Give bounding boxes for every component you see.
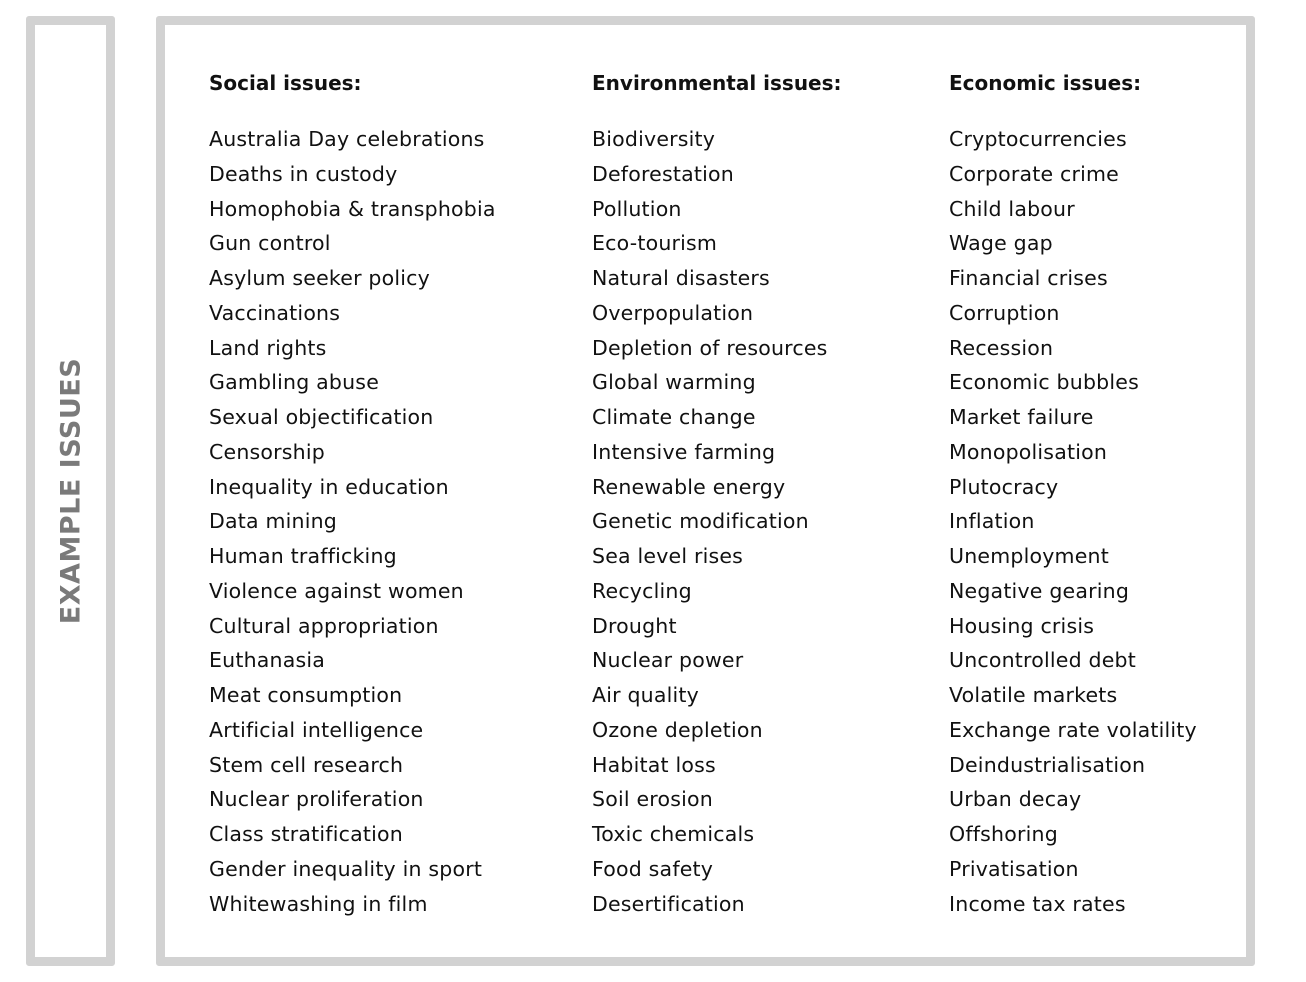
list-item: Volatile markets	[949, 683, 1118, 707]
list-item: Nuclear proliferation	[209, 787, 424, 812]
list-item: Meat consumption	[209, 683, 403, 707]
list-item: Land rights	[209, 335, 327, 360]
list-item: Gender inequality in sport	[209, 856, 483, 881]
list-item: Nuclear power	[592, 648, 744, 673]
list-item: Economic bubbles	[949, 370, 1139, 395]
list-item: Biodiversity	[592, 127, 716, 151]
list-item: Privatisation	[949, 856, 1079, 881]
list-item: Ozone depletion	[592, 717, 763, 742]
list-item: Data mining	[209, 509, 338, 534]
list-item: Homophobia & transphobia	[209, 196, 496, 221]
list-item: Cultural appropriation	[209, 613, 439, 638]
list-item: Whitewashing in film	[209, 891, 428, 916]
list-item: Intensive farming	[592, 439, 776, 464]
list-item: Deindustrialisation	[949, 752, 1146, 777]
list-item: Offshoring	[949, 822, 1058, 846]
list-item: Human trafficking	[209, 544, 397, 568]
list-item: Plutocracy	[949, 474, 1059, 499]
list-item: Euthanasia	[209, 648, 326, 673]
list-item: Pollution	[592, 196, 682, 221]
list-item: Market failure	[949, 405, 1094, 429]
list-item: Financial crises	[949, 266, 1108, 290]
list-item: Housing crisis	[949, 613, 1095, 638]
list-item: Climate change	[592, 405, 756, 429]
list-item: Australia Day celebrations	[209, 127, 485, 151]
list-item: Income tax rates	[949, 891, 1126, 916]
list-item: Exchange rate volatility	[949, 717, 1197, 742]
side-label-text: EXAMPLE ISSUES	[55, 357, 86, 625]
list-item: Inequality in education	[209, 474, 449, 499]
list-item: Air quality	[592, 683, 699, 707]
list-item: Sexual objectification	[209, 405, 434, 429]
list-item: Global warming	[592, 370, 756, 395]
list-item: Stem cell research	[209, 752, 404, 777]
economic-issues-heading: Economic issues:	[949, 71, 1142, 95]
list-item: Gambling abuse	[209, 370, 380, 395]
list-item: Toxic chemicals	[592, 822, 755, 846]
list-item: Drought	[592, 613, 677, 638]
list-item: Soil erosion	[592, 787, 713, 812]
list-item: Food safety	[592, 856, 714, 881]
list-item: Uncontrolled debt	[949, 648, 1136, 673]
list-item: Genetic modification	[592, 509, 809, 534]
list-item: Violence against women	[209, 578, 464, 603]
list-item: Asylum seeker policy	[209, 266, 430, 290]
list-item: Natural disasters	[592, 266, 770, 290]
list-item: Class stratification	[209, 822, 403, 846]
list-item: Renewable energy	[592, 474, 786, 499]
list-item: Negative gearing	[949, 578, 1130, 603]
list-item: Censorship	[209, 439, 325, 464]
list-item: Recession	[949, 335, 1054, 360]
list-item: Desertification	[592, 891, 745, 916]
list-item: Recycling	[592, 578, 692, 603]
list-item: Eco-tourism	[592, 231, 718, 256]
list-item: Depletion of resources	[592, 335, 828, 360]
list-item: Vaccinations	[209, 300, 341, 325]
list-item: Unemployment	[949, 544, 1109, 568]
social-issues-list	[209, 122, 496, 921]
list-item: Deaths in custody	[209, 161, 398, 186]
environmental-issues-heading: Environmental issues:	[592, 71, 842, 95]
list-item: Artificial intelligence	[209, 717, 424, 742]
list-item: Deforestation	[592, 161, 734, 186]
environmental-issues-list	[592, 122, 828, 921]
issues-panel	[156, 16, 1255, 966]
list-item: Child labour	[949, 196, 1075, 221]
list-item: Habitat loss	[592, 752, 716, 777]
economic-issues-list	[949, 122, 1197, 921]
side-label-panel	[26, 16, 115, 966]
list-item: Corruption	[949, 300, 1060, 325]
list-item: Overpopulation	[592, 300, 754, 325]
list-item: Gun control	[209, 231, 331, 256]
list-item: Sea level rises	[592, 544, 744, 568]
social-issues-heading: Social issues:	[209, 71, 362, 95]
list-item: Corporate crime	[949, 161, 1119, 186]
list-item: Cryptocurrencies	[949, 127, 1127, 151]
list-item: Inflation	[949, 509, 1035, 534]
list-item: Urban decay	[949, 787, 1082, 812]
list-item: Monopolisation	[949, 439, 1108, 464]
list-item: Wage gap	[949, 231, 1053, 256]
